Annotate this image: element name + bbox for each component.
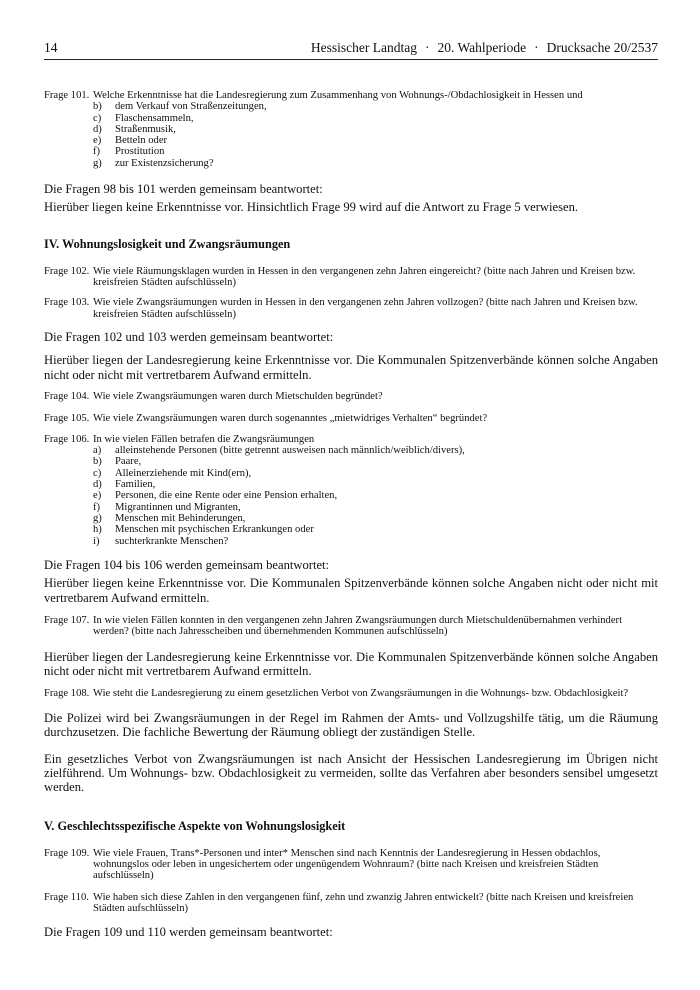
answer-intro: Die Fragen 104 bis 106 werden gemeinsam beantwortet: bbox=[44, 557, 330, 572]
question-text: In wie vielen Fällen betrafen die Zwangsräumungen bbox=[93, 433, 315, 445]
section-heading: IV. Wohnungslosigkeit und Zwangsräumungen bbox=[44, 236, 291, 251]
question-106 bbox=[44, 434, 658, 547]
list-item: h) Menschen mit psychischen Erkrankungen oder bbox=[93, 524, 314, 536]
question-text: Welche Erkenntnisse hat die Landesregierung zum Zusammenhang von Wohnungs-/Obdachlosigkeit in Hessen und bbox=[93, 90, 583, 101]
header-separator: · bbox=[534, 40, 539, 55]
section-heading: V. Geschlechtsspezifische Aspekte von Wohnungslosigkeit bbox=[44, 818, 346, 833]
question-110 bbox=[44, 892, 658, 915]
question-101 bbox=[44, 90, 658, 169]
question-label: Frage 104. bbox=[44, 391, 90, 403]
question-104 bbox=[44, 391, 658, 402]
answer-text: Hierüber liegen keine Erkenntnisse vor. Hinsichtlich Frage 99 wird auf die Antwort zu Frage 5 verwiesen. bbox=[44, 200, 579, 215]
answer-intro: Die Fragen 98 bis 101 werden gemeinsam beantwortet: bbox=[44, 182, 323, 197]
header-separator: · bbox=[425, 40, 430, 55]
question-102 bbox=[44, 266, 658, 289]
question-text: Wie viele Zwangsräumungen wurden in Hessen in den vergangenen zehn Jahren vollzogen? (bitte nach Jahren und Kreisen bzw. kreisfreien Städten aufschlüsseln) bbox=[93, 297, 638, 320]
question-label: Frage 106. bbox=[44, 433, 90, 445]
question-label: Frage 101. bbox=[44, 90, 90, 101]
question-label: Frage 109. bbox=[44, 847, 90, 859]
list-item: g) Menschen mit Behinderungen, bbox=[93, 512, 246, 524]
page-number: 14 bbox=[44, 40, 58, 55]
question-text: Wie viele Frauen, Trans*-Personen und inter* Menschen sind nach Kenntnis der Landesregierung in Hessen obdachlos, wohnungslos oder leben in ungesichertem oder ungenügendem Wohnraum? (bitte nach Kreisen und kreisfreien Städten aufschlüsseln) bbox=[93, 847, 601, 882]
answer-text: Die Polizei wird bei Zwangsräumungen in der Regel im Rahmen der Amts- und Vollzugshilfe tätig, um die Räumung durchzusetzen. Die fachliche Bewertung der Räumung obliegt der zuständigen Stelle. bbox=[44, 710, 658, 740]
publisher: Hessischer Landtag bbox=[310, 40, 418, 55]
list-item: i) suchterkrankte Menschen? bbox=[93, 535, 229, 547]
question-text: Wie viele Zwangsräumungen waren durch Mietschulden begründet? bbox=[93, 391, 383, 403]
question-label: Frage 103. bbox=[44, 297, 90, 309]
question-text: Wie viele Räumungsklagen wurden in Hessen in den vergangenen zehn Jahren eingereicht? (bitte nach Jahren und Kreisen bzw. kreisfreien Städten aufschlüsseln) bbox=[93, 265, 636, 289]
answer-text: Ein gesetzliches Verbot von Zwangsräumungen ist nach Ansicht der Hessischen Landesregierung im Übrigen nicht zielführend. Um Wohnungs- bzw. Obdachlosigkeit zu vermeiden, sollte das Verfahren aber besonders sensibel umgesetzt werden. bbox=[44, 751, 658, 795]
header-info bbox=[311, 40, 658, 56]
question-103 bbox=[44, 297, 658, 320]
list-item: c) Alleinerziehende mit Kind(ern), bbox=[93, 467, 252, 479]
document-number: Drucksache 20/2537 bbox=[546, 40, 658, 55]
answer-intro: Die Fragen 102 und 103 werden gemeinsam beantwortet: bbox=[44, 330, 334, 345]
answer-text: Hierüber liegen der Landesregierung keine Erkenntnisse vor. Die Kommunalen Spitzenverbände können solche Angaben nicht oder nicht mit vertretbarem Aufwand ermitteln. bbox=[44, 649, 658, 679]
question-text: In wie vielen Fällen konnten in den vergangenen zehn Jahren Zwangsräumungen durch Mietschuldenübernahmen verhindert werden? (bitte nach Jahresscheiben und übernehmenden Kommunen aufschlüsseln) bbox=[93, 615, 623, 638]
list-item: e) Betteln oder bbox=[93, 135, 168, 147]
page-header bbox=[44, 40, 658, 60]
list-item: c) Flaschensammeln, bbox=[93, 112, 194, 124]
answer-text: Hierüber liegen keine Erkenntnisse vor. Die Kommunalen Spitzenverbände können solche Angaben nicht oder nicht mit vertretbarem Aufwand ermitteln. bbox=[44, 576, 658, 605]
list-item: b) Paare, bbox=[93, 456, 142, 468]
question-107 bbox=[44, 615, 658, 638]
answer-text: Hierüber liegen der Landesregierung keine Erkenntnisse vor. Die Kommunalen Spitzenverbände können solche Angaben nicht oder nicht mit vertretbarem Aufwand ermitteln. bbox=[44, 353, 658, 382]
list-item: d) Straßenmusik, bbox=[93, 123, 176, 135]
question-text: Wie viele Zwangsräumungen waren durch sogenanntes „mietwidriges Verhalten“ begründet? bbox=[93, 412, 488, 424]
list-item: d) Familien, bbox=[93, 479, 156, 491]
question-105 bbox=[44, 413, 658, 424]
question-108 bbox=[44, 688, 658, 699]
question-label: Frage 110. bbox=[44, 891, 89, 903]
list-item: f) Prostitution bbox=[93, 146, 165, 158]
document-page bbox=[44, 40, 658, 940]
question-label: Frage 102. bbox=[44, 265, 90, 277]
question-label: Frage 107. bbox=[44, 615, 90, 627]
question-text: Wie haben sich diese Zahlen in den vergangenen fünf, zehn und zwanzig Jahren entwickelt? (bitte nach Kreisen und kreisfreien Städten aufschlüsseln) bbox=[93, 891, 634, 914]
question-label: Frage 108. bbox=[44, 688, 90, 700]
question-text: Wie steht die Landesregierung zu einem gesetzlichen Verbot von Zwangsräumungen in die Wohnungs- bzw. Obdachlosigkeit? bbox=[93, 688, 629, 700]
answer-intro: Die Fragen 109 und 110 werden gemeinsam beantwortet: bbox=[44, 925, 333, 940]
period: 20. Wahlperiode bbox=[437, 40, 527, 55]
list-item: f) Migrantinnen und Migranten, bbox=[93, 501, 241, 513]
list-item: a) alleinstehende Personen (bitte getrennt ausweisen nach männlich/weiblich/divers), bbox=[93, 445, 465, 457]
question-109 bbox=[44, 848, 658, 882]
question-label: Frage 105. bbox=[44, 412, 90, 424]
list-item: g) zur Existenzsicherung? bbox=[93, 157, 214, 169]
list-item: b) dem Verkauf von Straßenzeitungen, bbox=[93, 101, 267, 113]
list-item: e) Personen, die eine Rente oder eine Pension erhalten, bbox=[93, 490, 338, 502]
